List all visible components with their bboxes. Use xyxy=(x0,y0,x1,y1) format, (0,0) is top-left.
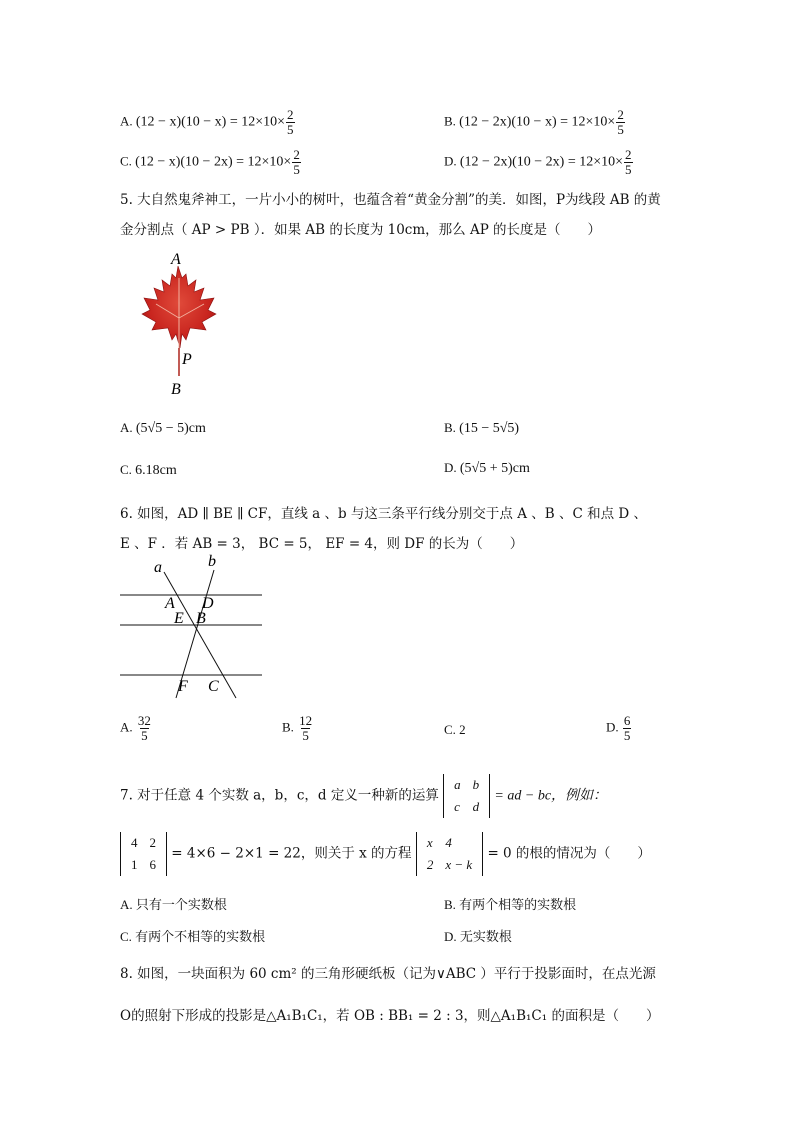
q6-option-a[interactable] xyxy=(120,714,152,743)
q6-option-d[interactable] xyxy=(606,714,631,743)
q7-intro-text: 7. 对于任意 4 个实数 a，b，c，d 定义一种新的运算 xyxy=(120,787,439,804)
q5-text-line1: 5. 大自然鬼斧神工，一片小小的树叶，也蕴含着“黄金分割”的美．如图，P为线段 AB 的黄 xyxy=(120,192,661,208)
det-cell: x xyxy=(426,835,433,850)
option-letter: C. xyxy=(120,929,132,944)
label-B: B xyxy=(196,610,206,627)
fraction-denominator: 5 xyxy=(287,122,294,137)
fraction-denominator: 5 xyxy=(302,728,309,743)
option-letter: C. 2 xyxy=(444,722,466,737)
fraction-denominator: 5 xyxy=(623,728,631,743)
option-letter: A. xyxy=(120,420,133,435)
option-text: 有两个相等的实数根 xyxy=(459,897,577,912)
label-A: A xyxy=(165,595,175,612)
label-p: P xyxy=(182,351,192,368)
det-cell: c xyxy=(454,799,460,814)
fraction-numerator: 6 xyxy=(623,713,631,728)
label-C: C xyxy=(208,678,219,695)
option-letter: D. xyxy=(606,719,619,735)
fraction xyxy=(623,714,632,743)
q7-option-d[interactable] xyxy=(444,926,512,945)
option-expression: (12 − x)(10 − 2x) = 12×10× xyxy=(135,154,292,170)
det-cell: d xyxy=(472,799,480,814)
label-E: E xyxy=(174,610,184,627)
fraction-numerator: 2 xyxy=(293,147,300,162)
q4-option-a[interactable] xyxy=(120,108,295,137)
option-text: (15 − 5√5) xyxy=(459,421,520,436)
q6-text-line1: 6. 如图，AD ∥ BE ∥ CF，直线 a 、b 与这三条平行线分别交于点 A 、B 、C 和点 D 、 xyxy=(120,506,647,522)
option-letter: D. xyxy=(444,460,457,475)
q6-option-b[interactable] xyxy=(282,714,313,743)
q4-option-c[interactable] xyxy=(120,148,301,177)
q6-option-c[interactable] xyxy=(444,722,466,738)
det-cell: 2 xyxy=(426,857,434,872)
option-letter: B. xyxy=(444,897,456,912)
q6-text-line2: E 、F ．若 AB = 3， BC = 5， EF = 4，则 DF 的长为（ ） xyxy=(120,536,524,552)
fraction xyxy=(292,148,301,177)
q5-option-b[interactable] xyxy=(444,420,519,437)
det-cell: 4 xyxy=(131,835,138,850)
label-D: D xyxy=(202,595,214,612)
fraction xyxy=(298,714,313,743)
det-cell: 1 xyxy=(131,857,138,872)
q8-text-line1: 8. 如图，一块面积为 60 cm² 的三角形硬纸板（记为∨ABC ）平行于投影面时，在点光源 xyxy=(120,966,656,982)
q7-definition-text: = ad − bc，例如： xyxy=(494,788,608,804)
label-b: b xyxy=(208,553,216,570)
option-letter: D. xyxy=(444,153,457,169)
q7-question-text: = 0 的根的情况为（ ） xyxy=(487,845,651,862)
maple-leaf-icon xyxy=(142,266,216,376)
determinant-equation xyxy=(416,832,483,876)
label-F: F xyxy=(178,678,188,695)
q5-text-line2: 金分割点（ AP > PB ）．如果 AB 的长度为 10cm，那么 AP 的长度是（ ） xyxy=(120,222,602,238)
option-letter: C. xyxy=(120,153,132,169)
option-letter: C. xyxy=(120,462,132,477)
parallel-lines-figure xyxy=(118,552,268,702)
q7-line2 xyxy=(120,832,651,876)
option-text: (5√5 + 5)cm xyxy=(459,461,530,476)
det-cell: x − k xyxy=(445,857,473,872)
det-cell: 6 xyxy=(149,857,156,872)
label-a: A xyxy=(171,251,181,268)
option-expression: (12 − x)(10 − x) = 12×10× xyxy=(135,114,286,130)
q7-line1 xyxy=(120,774,607,818)
option-text: 只有一个实数根 xyxy=(135,897,227,912)
q4-option-b[interactable] xyxy=(444,108,625,137)
q7-option-c[interactable] xyxy=(120,926,265,945)
fraction-numerator: 2 xyxy=(625,147,632,162)
option-letter: B. xyxy=(444,420,456,435)
fraction xyxy=(137,714,152,743)
q5-option-c[interactable] xyxy=(120,462,177,479)
fraction-numerator: 2 xyxy=(287,107,294,122)
fraction-denominator: 5 xyxy=(625,162,632,177)
fraction-numerator: 32 xyxy=(137,713,151,728)
option-expression: (12 − 2x)(10 − 2x) = 12×10× xyxy=(459,154,624,170)
fraction xyxy=(286,108,295,137)
fraction xyxy=(624,148,633,177)
q7-option-a[interactable] xyxy=(120,894,227,913)
option-letter: B. xyxy=(444,113,456,129)
label-a: a xyxy=(154,559,162,576)
option-text: (5√5 − 5)cm xyxy=(135,421,206,436)
option-letter: B. xyxy=(282,719,294,735)
option-text: 6.18cm xyxy=(135,463,177,478)
fraction xyxy=(616,108,625,137)
q8-text-line2: O的照射下形成的投影是△A₁B₁C₁，若 OB : BB₁ = 2 : 3，则△A₁B₁C₁ 的面积是（ ） xyxy=(120,1008,660,1024)
q7-example-text: = 4×6 − 2×1 = 22，则关于 x 的方程 xyxy=(171,845,412,862)
det-cell: b xyxy=(472,777,480,792)
determinant-example xyxy=(120,832,167,876)
determinant-definition xyxy=(443,774,490,818)
fraction-denominator: 5 xyxy=(293,162,300,177)
det-cell: a xyxy=(454,777,461,792)
fraction-numerator: 2 xyxy=(617,107,624,122)
q4-option-d[interactable] xyxy=(444,148,633,177)
fraction-denominator: 5 xyxy=(141,728,148,743)
option-letter: A. xyxy=(120,113,133,129)
fraction-numerator: 12 xyxy=(299,713,313,728)
maple-leaf-figure xyxy=(130,248,230,398)
option-expression: (12 − 2x)(10 − x) = 12×10× xyxy=(459,114,616,130)
q7-option-b[interactable] xyxy=(444,894,576,913)
option-letter: D. xyxy=(444,929,457,944)
label-b: B xyxy=(171,381,181,398)
option-text: 有两个不相等的实数根 xyxy=(135,929,266,944)
option-text: 无实数根 xyxy=(459,929,512,944)
q5-option-a[interactable] xyxy=(120,420,206,437)
option-letter: A. xyxy=(120,719,133,735)
q5-option-d[interactable] xyxy=(444,460,530,477)
det-cell: 4 xyxy=(445,835,452,850)
option-letter: A. xyxy=(120,897,133,912)
fraction-denominator: 5 xyxy=(617,122,624,137)
det-cell: 2 xyxy=(149,835,156,850)
